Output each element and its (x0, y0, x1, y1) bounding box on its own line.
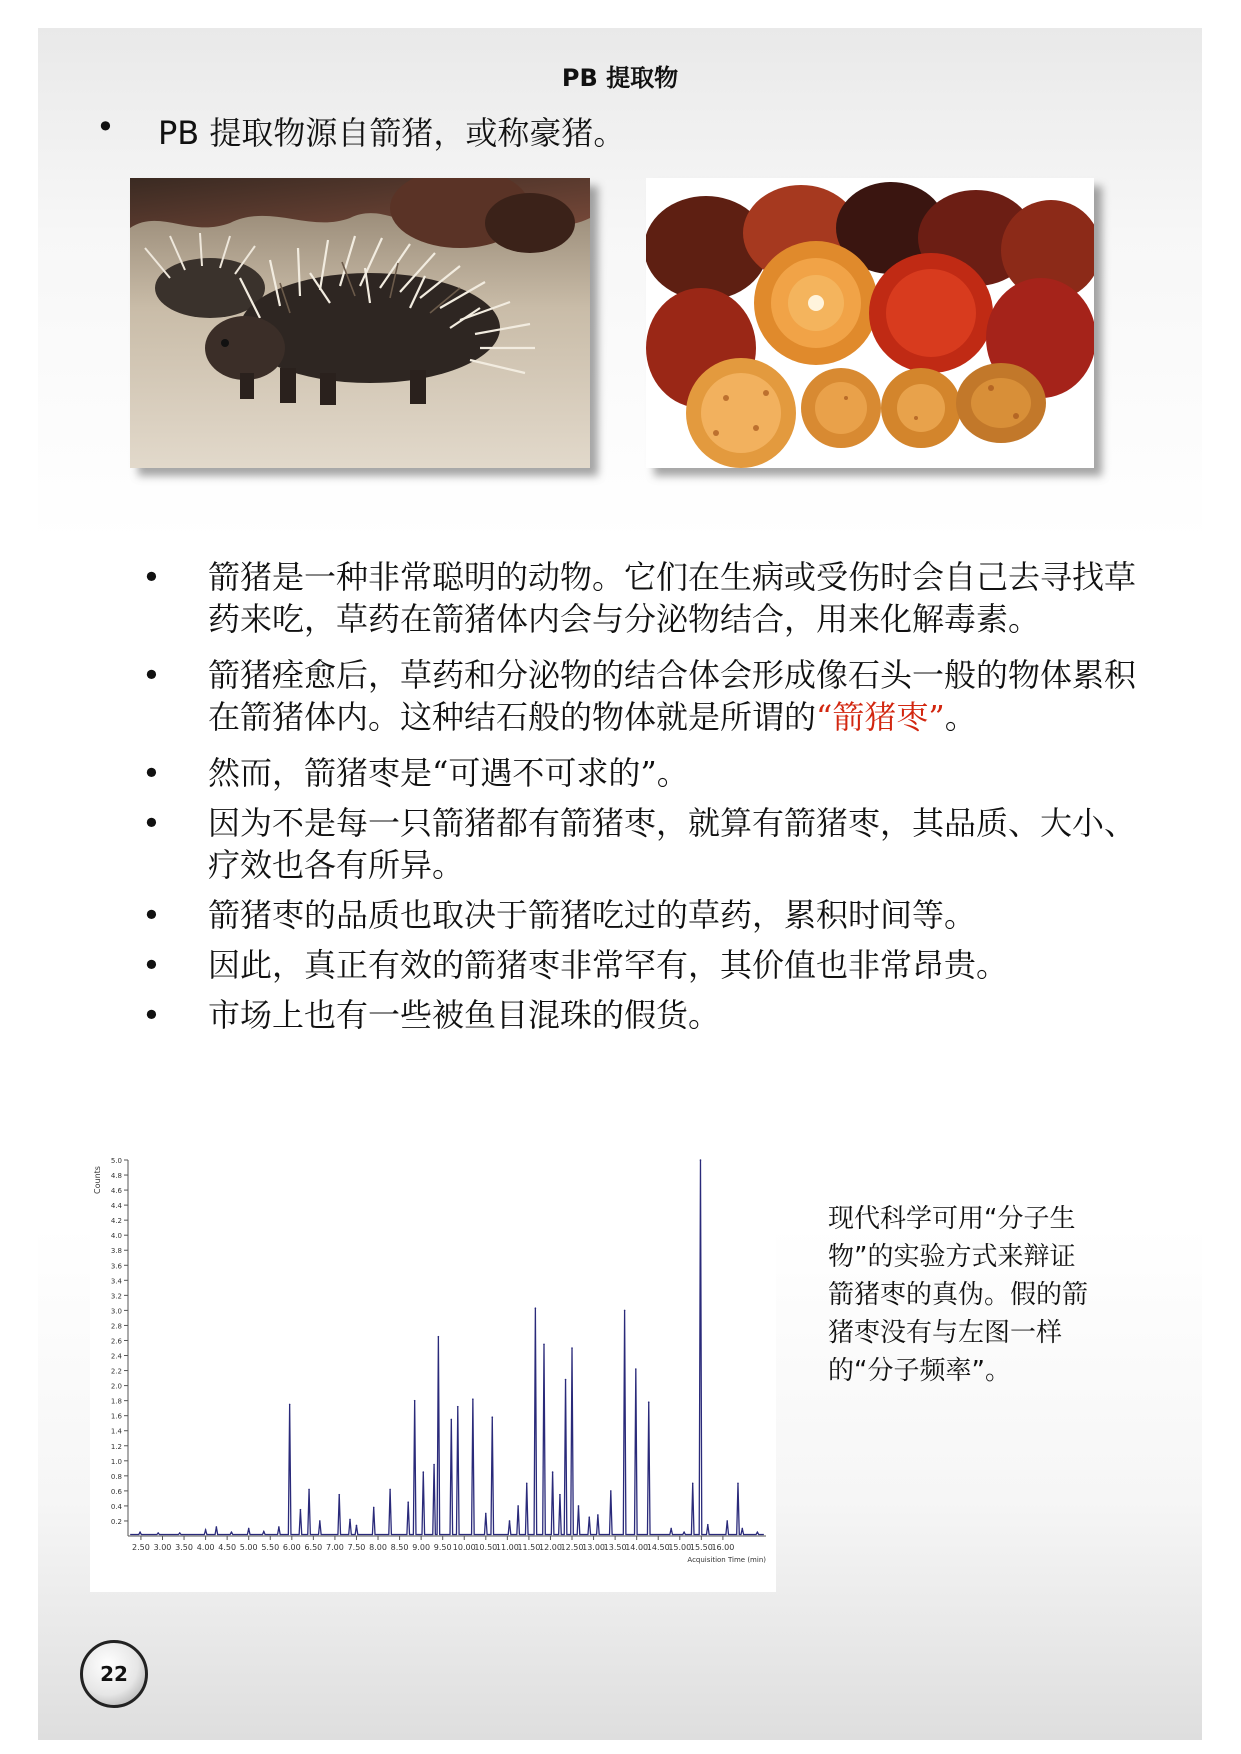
point-text: 然而，箭猪枣是“可遇不可求的”。 (208, 754, 689, 792)
y-tick-label: 3.8 (110, 1247, 122, 1256)
peak-point (683, 1531, 685, 1533)
x-tick-label: 3.00 (153, 1543, 172, 1552)
y-tick-label: 4.8 (110, 1172, 122, 1181)
peak-point (648, 1401, 650, 1403)
peak-point (457, 1406, 459, 1408)
x-tick-label: 6.50 (304, 1543, 323, 1552)
x-tick-label: 4.00 (196, 1543, 215, 1552)
x-tick-label: 7.50 (347, 1543, 366, 1552)
peak-point (414, 1400, 416, 1402)
y-tick-label: 2.4 (110, 1352, 122, 1361)
point-text: 箭猪痊愈后，草药和分泌物的结合体会形成像石头一般的物体累积在箭猪体内。这种结石般的物体就是所谓的 (208, 656, 1137, 736)
list-item (100, 944, 1150, 986)
y-tick-label: 4.0 (110, 1232, 122, 1241)
x-tick-label: 8.50 (390, 1543, 409, 1552)
peak-point (610, 1490, 612, 1492)
y-tick-label: 4.6 (110, 1187, 122, 1196)
y-tick-label: 1.0 (110, 1457, 122, 1466)
x-tick-label: 6.00 (282, 1543, 301, 1552)
bullet-marker: • (142, 656, 161, 694)
peak-point (389, 1489, 391, 1491)
chromatogram-svg (90, 1146, 776, 1592)
x-tick-label: 2.50 (132, 1543, 150, 1552)
chromatogram-chart (90, 1146, 776, 1592)
x-tick-label: 11.00 (495, 1543, 519, 1552)
peak-point (670, 1528, 672, 1530)
y-tick-label: 3.6 (110, 1262, 122, 1271)
page-number: 22 (80, 1640, 148, 1708)
peak-point (231, 1531, 233, 1533)
y-tick-label: 3.2 (110, 1292, 122, 1301)
x-tick-label: 10.00 (452, 1543, 476, 1552)
peak-point (451, 1419, 453, 1421)
peak-point (179, 1532, 181, 1534)
bullet-marker: • (142, 946, 161, 984)
peak-point (438, 1336, 440, 1338)
y-tick-label: 4.4 (110, 1202, 122, 1211)
peak-point (491, 1416, 493, 1418)
list-item (100, 894, 1150, 936)
bezoar-stones-photo (646, 178, 1094, 468)
x-tick-label: 12.00 (539, 1543, 562, 1552)
bullet-marker: • (142, 558, 161, 596)
y-tick-label: 4.2 (110, 1217, 122, 1226)
peak-point (248, 1528, 250, 1530)
x-tick-label: 13.00 (582, 1543, 606, 1552)
y-tick-label: 3.4 (110, 1277, 122, 1286)
point-text: 因为不是每一只箭猪都有箭猪枣，就算有箭猪枣，其品质、大小、疗效也各有所异。 (208, 804, 1137, 884)
y-tick-label: 1.8 (110, 1397, 122, 1406)
highlight-term: “箭猪枣” (816, 698, 945, 736)
peak-point (552, 1471, 554, 1473)
x-tick-label: 12.50 (560, 1543, 584, 1552)
peak-point (349, 1519, 351, 1521)
bullet-marker: • (142, 996, 161, 1034)
peak-point (139, 1531, 141, 1533)
x-tick-label: 14.50 (646, 1543, 670, 1552)
peak-point (300, 1509, 302, 1511)
y-tick-label: 1.4 (110, 1427, 122, 1436)
x-tick-label: 10.50 (474, 1543, 498, 1552)
peak-point (578, 1505, 580, 1507)
peak-point (535, 1307, 537, 1309)
peak-point (216, 1526, 218, 1528)
intro-bullet: • (96, 108, 115, 146)
peak-point (635, 1368, 637, 1370)
bullet-list (100, 556, 1150, 1036)
x-tick-label: 4.50 (218, 1543, 237, 1552)
peak-point (588, 1516, 590, 1518)
peak-point (559, 1494, 561, 1496)
peak-point (741, 1528, 743, 1530)
point-text: 市场上也有一些被鱼目混珠的假货。 (208, 996, 721, 1034)
x-tick-label: 13.50 (603, 1543, 627, 1552)
peak-point (543, 1343, 545, 1345)
peak-point (757, 1531, 759, 1533)
y-tick-label: 0.8 (110, 1472, 122, 1481)
x-tick-label: 15.00 (668, 1543, 692, 1552)
y-tick-label: 2.6 (110, 1337, 122, 1346)
list-item (100, 556, 1150, 640)
peak-point (517, 1505, 519, 1507)
x-tick-label: 15.50 (689, 1543, 713, 1552)
peak-point (356, 1525, 358, 1527)
peak-point (338, 1494, 340, 1496)
chromatogram-trace (130, 1160, 764, 1534)
x-tick-label: 7.00 (326, 1543, 344, 1552)
porcupine-photo (130, 178, 590, 468)
peak-point (407, 1501, 409, 1503)
list-item (100, 802, 1150, 886)
peak-point (157, 1532, 159, 1534)
x-tick-label: 8.00 (369, 1543, 387, 1552)
peak-point (319, 1520, 321, 1522)
peak-point (565, 1379, 567, 1381)
bullet-marker: • (142, 804, 161, 842)
point-text: 箭猪是一种非常聪明的动物。它们在生病或受伤时会自己去寻找草药来吃，草药在箭猪体内会与分泌物结合，用来化解毒素。 (208, 558, 1137, 638)
x-tick-label: 11.50 (517, 1543, 541, 1552)
peak-point (472, 1398, 474, 1400)
bullet-marker: • (142, 754, 161, 792)
peak-point (289, 1404, 291, 1406)
list-item (100, 752, 1150, 794)
peak-point (485, 1513, 487, 1515)
peak-point (597, 1514, 599, 1516)
y-tick-label: 2.0 (110, 1382, 122, 1391)
y-tick-label: 0.4 (110, 1502, 122, 1511)
x-tick-label: 3.50 (175, 1543, 193, 1552)
y-axis-label: Counts (93, 1166, 102, 1194)
document-page (38, 28, 1202, 1740)
peak-point (308, 1489, 310, 1491)
side-note: 现代科学可用“分子生物”的实验方式来辩证箭猪枣的真伪。假的箭猪枣没有与左图一样的“分子频率”。 (828, 1204, 1089, 1386)
peak-point (433, 1464, 435, 1466)
intro-text: PB 提取物源自箭猪，或称豪猪。 (158, 114, 626, 152)
peak-point (278, 1526, 280, 1528)
peak-point (263, 1531, 265, 1533)
x-axis-label: Acquisition Time (min) (687, 1556, 766, 1564)
peak-point (737, 1483, 739, 1485)
peak-point (422, 1471, 424, 1473)
peak-point (624, 1310, 626, 1312)
x-tick-label: 5.00 (239, 1543, 258, 1552)
point-text-end: 。 (944, 698, 977, 736)
y-tick-label: 1.2 (110, 1442, 122, 1451)
list-item (100, 994, 1150, 1036)
y-tick-label: 1.6 (110, 1412, 122, 1421)
peak-point (373, 1507, 375, 1509)
peak-point (700, 1159, 702, 1161)
x-tick-label: 9.00 (412, 1543, 431, 1552)
peak-point (726, 1520, 728, 1522)
x-tick-label: 5.50 (261, 1543, 280, 1552)
peak-point (509, 1520, 511, 1522)
x-tick-label: 14.00 (625, 1543, 649, 1552)
peak-point (707, 1524, 709, 1526)
x-tick-label: 9.50 (433, 1543, 452, 1552)
y-tick-label: 0.6 (110, 1487, 122, 1496)
y-tick-label: 5.0 (110, 1157, 122, 1165)
peak-point (205, 1529, 207, 1531)
point-text: 箭猪枣的品质也取决于箭猪吃过的草药，累积时间等。 (208, 896, 977, 934)
page-header: PB 提取物 (561, 64, 679, 92)
y-tick-label: 3.0 (110, 1307, 122, 1316)
y-tick-label: 2.8 (110, 1322, 122, 1331)
y-tick-label: 2.2 (110, 1367, 122, 1376)
peak-point (692, 1483, 694, 1485)
peak-point (571, 1347, 573, 1349)
x-tick-label: 16.00 (711, 1543, 735, 1552)
bullet-marker: • (142, 896, 161, 934)
peak-point (526, 1483, 528, 1485)
list-item (100, 654, 1150, 738)
y-tick-label: 0.2 (110, 1517, 122, 1526)
point-text: 因此，真正有效的箭猪枣非常罕有，其价值也非常昂贵。 (208, 946, 1009, 984)
